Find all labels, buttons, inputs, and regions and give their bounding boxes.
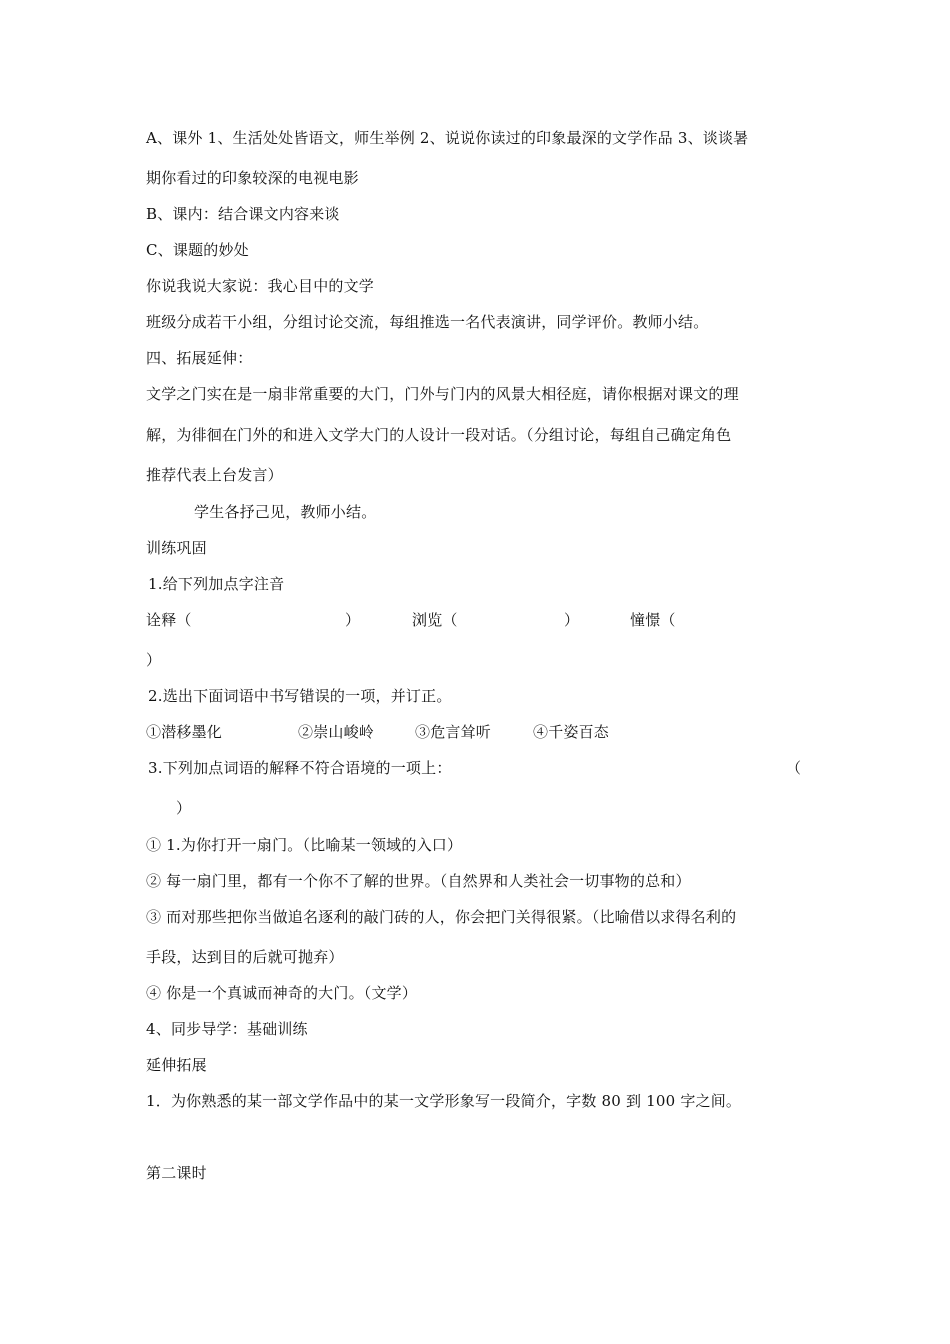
option-3: ③危言耸听 bbox=[415, 723, 492, 741]
text-line: ① 1.为你打开一扇门。（比喻某一领域的入口） bbox=[146, 836, 463, 854]
question-2: 2.选出下面词语中书写错误的一项，并订正。 bbox=[148, 687, 452, 705]
text-line: ④ 你是一个真诚而神奇的大门。（文学） bbox=[146, 984, 418, 1002]
pinyin-item-1: 诠释（ bbox=[146, 611, 192, 629]
option-2: ②崇山峻岭 bbox=[298, 723, 375, 741]
text-line: 期你看过的印象较深的电视电影 bbox=[146, 169, 359, 187]
answer-paren-close: ） bbox=[176, 799, 192, 817]
text-line: ③ 而对那些把你当做追名逐利的敲门砖的人，你会把门关得很紧。（比喻借以求得名利的 bbox=[146, 908, 737, 926]
text-line: 推荐代表上台发言） bbox=[146, 466, 283, 484]
text-line: 班级分成若干小组，分组讨论交流，每组推选一名代表演讲，同学评价。教师小结。 bbox=[146, 313, 709, 331]
text-line: 4、同步导学：基础训练 bbox=[146, 1020, 308, 1038]
pinyin-item-1-close: ） bbox=[345, 611, 361, 629]
option-4: ④千姿百态 bbox=[533, 723, 610, 741]
pinyin-item-3: 憧憬（ bbox=[630, 611, 676, 629]
section-heading: 训练巩固 bbox=[146, 539, 207, 557]
text-line: 1．为你熟悉的某一部文学作品中的某一文学形象写一段简介，字数 80 到 100 字之间。 bbox=[146, 1092, 742, 1110]
pinyin-item-2: 浏览（ bbox=[412, 611, 458, 629]
text-line: ） bbox=[146, 651, 162, 669]
text-line: A、课外 1、生活处处皆语文，师生举例 2、说说你读过的印象最深的文学作品 3、谈谈暑 bbox=[146, 129, 749, 147]
text-line: B、课内：结合课文内容来谈 bbox=[146, 205, 340, 223]
text-line: 你说我说大家说：我心目中的文学 bbox=[146, 277, 375, 295]
section-heading: 四、拓展延伸： bbox=[146, 349, 253, 367]
question-1: 1.给下列加点字注音 bbox=[148, 575, 285, 593]
text-line: 解，为徘徊在门外的和进入文学大门的人设计一段对话。（分组讨论，每组自己确定角色 bbox=[146, 426, 732, 444]
text-line: 文学之门实在是一扇非常重要的大门，门外与门内的风景大相径庭，请你根据对课文的理 bbox=[146, 385, 739, 403]
question-3: 3.下列加点词语的解释不符合语境的一项上： bbox=[148, 759, 452, 777]
answer-paren-open: （ bbox=[786, 759, 802, 777]
text-line: 手段，达到目的后就可抛弃） bbox=[146, 948, 344, 966]
text-line: ② 每一扇门里，都有一个你不了解的世界。（自然界和人类社会一切事物的总和） bbox=[146, 872, 691, 890]
text-line: 学生各抒己见，教师小结。 bbox=[194, 503, 377, 521]
text-line: C、课题的妙处 bbox=[146, 241, 249, 259]
section-heading: 第二课时 bbox=[146, 1164, 207, 1182]
option-1: ①潜移墨化 bbox=[146, 723, 223, 741]
section-heading: 延伸拓展 bbox=[146, 1056, 207, 1074]
pinyin-item-2-close: ） bbox=[564, 611, 580, 629]
